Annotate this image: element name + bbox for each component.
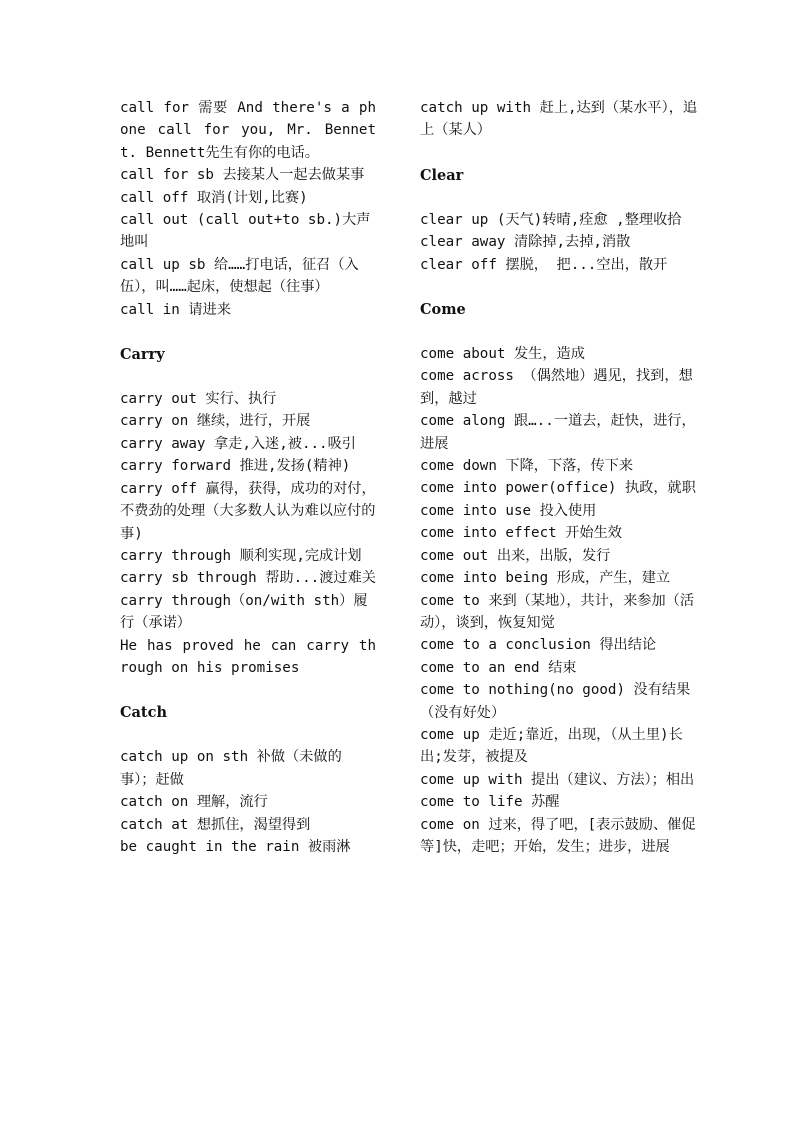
section-heading-clear: Clear bbox=[420, 166, 464, 184]
entry-call-for-example: call for 需要 And there's a phone call for you, Mr. Bennett. Bennett先生有你的电话。 bbox=[120, 100, 376, 161]
entry-catch-at: catch at 想抓住，渴望得到 bbox=[120, 816, 311, 833]
entry-carry-example: He has proved he can carry through on his promises bbox=[120, 637, 376, 676]
entry-come-on: come on 过来，得了吧，[表示鼓励、催促等]快，走吧；开始，发生；进步，进展 bbox=[420, 816, 696, 855]
entry-come-to-nothing: come to nothing(no good) 没有结果（没有好处） bbox=[420, 682, 691, 721]
entry-carry-forward: carry forward 推进,发扬(精神) bbox=[120, 458, 351, 475]
entry-carry-out: carry out 实行、执行 bbox=[120, 391, 277, 408]
entry-come-to-a-conclusion: come to a conclusion 得出结论 bbox=[420, 637, 657, 654]
entry-catch-on: catch on 理解，流行 bbox=[120, 794, 268, 811]
entry-clear-away: clear away 清除掉,去掉,消散 bbox=[420, 234, 631, 251]
entry-come-into-use: come into use 投入使用 bbox=[420, 502, 597, 519]
section-heading-catch: Catch bbox=[120, 704, 168, 722]
entry-call-up: call up sb 给……打电话，征召（入伍），叫……起床，使想起（往事） bbox=[120, 256, 359, 296]
entry-be-caught-in-rain: be caught in the rain 被雨淋 bbox=[120, 838, 351, 855]
entry-call-off: call off 取消(计划,比赛) bbox=[120, 189, 308, 206]
entry-carry-away: carry away 拿走,入迷,被...吸引 bbox=[120, 435, 356, 452]
entry-clear-off: clear off 摆脱， 把...空出，散开 bbox=[420, 256, 668, 273]
entry-carry-off: carry off 赢得，获得，成功的对付，不费劲的处理（大多数人认为难以应付的事) bbox=[120, 480, 376, 542]
entry-come-across: come across （偶然地）遇见，找到，想到，越过 bbox=[420, 368, 693, 407]
right-column bbox=[420, 97, 698, 858]
entry-come-into-power: come into power(office) 执政，就职 bbox=[420, 480, 696, 497]
section-heading-carry: Carry bbox=[120, 346, 165, 364]
entry-call-in: call in 请进来 bbox=[120, 301, 231, 318]
entry-come-to-an-end: come to an end 结束 bbox=[420, 659, 577, 676]
entry-call-for-sb: call for sb 去接某人一起去做某事 bbox=[120, 167, 365, 184]
entry-catch-up-with: catch up with 赶上,达到（某水平），追上（某人） bbox=[420, 100, 698, 139]
entry-clear-up: clear up (天气)转晴,痊愈 ,整理收拾 bbox=[420, 211, 682, 228]
entry-come-to-life: come to life 苏醒 bbox=[420, 794, 560, 811]
entry-carry-sb-through: carry sb through 帮助...渡过难关 bbox=[120, 570, 376, 587]
entry-come-about: come about 发生，造成 bbox=[420, 346, 585, 363]
left-column bbox=[120, 97, 376, 858]
entry-come-up-with: come up with 提出（建议、方法）；相出 bbox=[420, 771, 695, 788]
section-heading-come: Come bbox=[420, 301, 466, 319]
entry-come-into-being: come into being 形成，产生，建立 bbox=[420, 570, 671, 587]
entry-come-up: come up 走近;靠近，出现，（从土里)长出;发芽，被提及 bbox=[420, 726, 683, 766]
entry-carry-through: carry through 顺利实现,完成计划 bbox=[120, 547, 362, 564]
entry-come-out: come out 出来，出版，发行 bbox=[420, 547, 611, 564]
entry-come-down: come down 下降，下落，传下来 bbox=[420, 458, 634, 475]
entry-come-to: come to 来到（某地），共计，来参加（活动），谈到，恢复知觉 bbox=[420, 592, 695, 631]
entry-carry-through-on-with: carry through（on/with sth）履行（承诺） bbox=[120, 592, 368, 632]
entry-come-along: come along 跟…..一道去，赶快，进行，进展 bbox=[420, 413, 696, 452]
entry-carry-on: carry on 继续，进行，开展 bbox=[120, 413, 311, 430]
entry-catch-up-on: catch up on sth 补做（未做的事）；赶做 bbox=[120, 749, 342, 788]
entry-come-into-effect: come into effect 开始生效 bbox=[420, 525, 622, 542]
entry-call-out: call out (call out+to sb.)大声地叫 bbox=[120, 212, 371, 251]
